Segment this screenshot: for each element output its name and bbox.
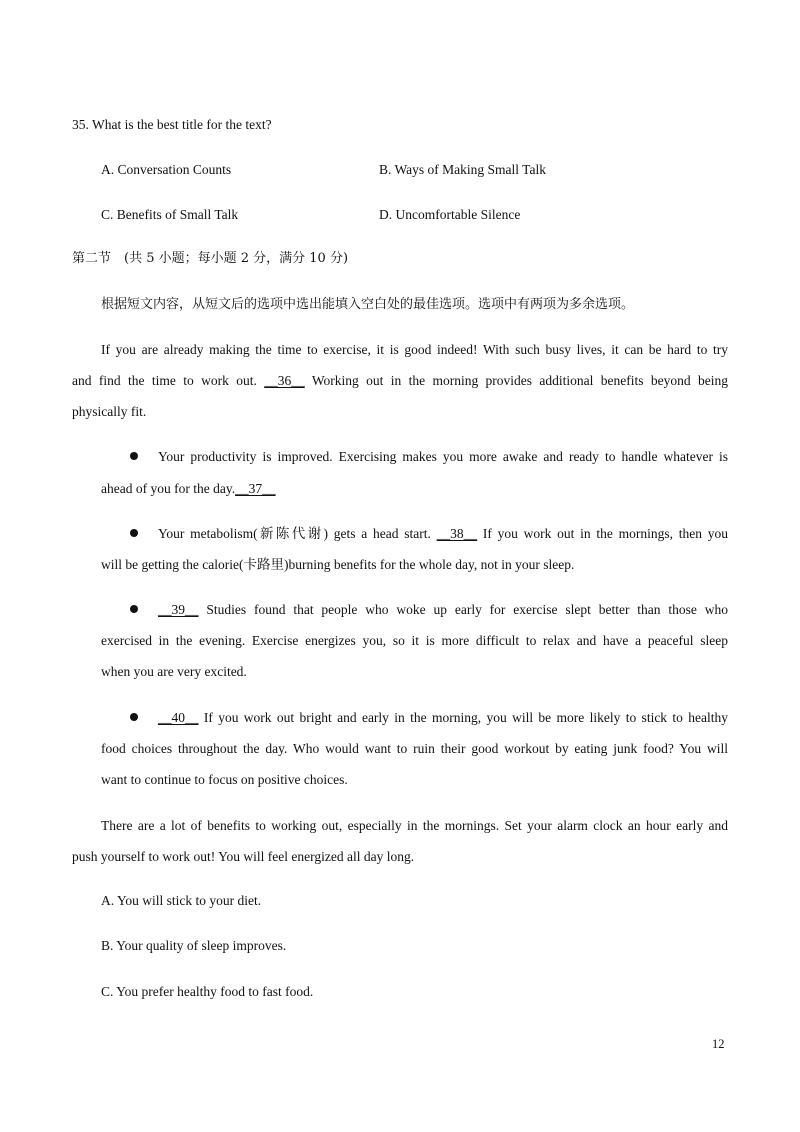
- bullet-3-dot: [130, 605, 138, 613]
- paragraph-1-line-2: [72, 373, 728, 389]
- bullet-3-line-1: [158, 602, 728, 618]
- option-b: B. Ways of Making Small Talk: [379, 162, 546, 177]
- bullet-4-line-3: want to continue to focus on positive choices.: [101, 772, 348, 787]
- option-a: A. Conversation Counts: [101, 162, 232, 177]
- bullet-2-dot: [130, 529, 138, 537]
- choice-b: B. Your quality of sleep improves.: [101, 938, 287, 953]
- bullet-3-text: Studies found that people who woke up early for exercise slept better than those who: [198, 602, 728, 617]
- bullet-2-line-2: will be getting the calorie(卡路里)burning benefits for the whole day, not in your sleep.: [101, 557, 575, 572]
- paragraph-2-line-1: There are a lot of benefits to working out, especially in the mornings. Set your alarm clock an hour early and: [101, 818, 728, 833]
- bullet-1-line-1: Your productivity is improved. Exercising makes you more awake and ready to handle whatever is: [158, 449, 728, 464]
- section-title: 第二节 (共 5 小题；每小题 2 分，满分 10 分): [72, 251, 349, 266]
- paragraph-1-text-cont: Working out in the morning provides additional benefits beyond being: [304, 373, 728, 388]
- choice-c: C. You prefer healthy food to fast food.: [101, 984, 314, 999]
- paragraph-1-text: and find the time to work out.: [72, 373, 265, 388]
- bullet-4-line-1: [158, 710, 728, 726]
- blank-40: __40__: [158, 710, 199, 725]
- option-d: D. Uncomfortable Silence: [379, 207, 521, 222]
- question-35: 35. What is the best title for the text?: [72, 117, 272, 132]
- bullet-2-line-1: [158, 526, 728, 542]
- bullet-4-line-2: food choices throughout the day. Who would want to ruin their good workout by eating junk food? You will: [101, 741, 728, 756]
- bullet-1-line-2: [101, 481, 276, 497]
- blank-37: __37__: [235, 481, 276, 496]
- bullet-2-text-cont: If you work out in the mornings, then you: [477, 526, 728, 541]
- choice-a: A. You will stick to your diet.: [101, 893, 262, 908]
- section-instruction: 根据短文内容，从短文后的选项中选出能填入空白处的最佳选项。选项中有两项为多余选项。: [101, 297, 635, 312]
- bullet-1-text: ahead of you for the day.: [101, 481, 236, 496]
- blank-38: __38__: [436, 526, 478, 541]
- paragraph-1-line-3: physically fit.: [72, 404, 147, 419]
- paragraph-1-line-1: If you are already making the time to exercise, it is good indeed! With such busy lives, it can be hard to try: [101, 342, 728, 357]
- bullet-4-dot: [130, 713, 138, 721]
- bullet-1-dot: [130, 452, 138, 460]
- bullet-3-line-2: exercised in the evening. Exercise energizes you, so it is more difficult to relax and have a peaceful sleep: [101, 633, 728, 648]
- bullet-4-text: If you work out bright and early in the morning, you will be more likely to stick to healthy: [198, 710, 728, 725]
- bullet-2-text: Your metabolism(新陈代谢) gets a head start.: [158, 526, 437, 541]
- blank-39: __39__: [158, 602, 199, 617]
- blank-36: __36__: [264, 373, 305, 388]
- paragraph-2-line-2: push yourself to work out! You will feel energized all day long.: [72, 849, 415, 864]
- bullet-3-line-3: when you are very excited.: [101, 664, 247, 679]
- option-c: C. Benefits of Small Talk: [101, 207, 239, 222]
- page-number: 12: [712, 1037, 725, 1051]
